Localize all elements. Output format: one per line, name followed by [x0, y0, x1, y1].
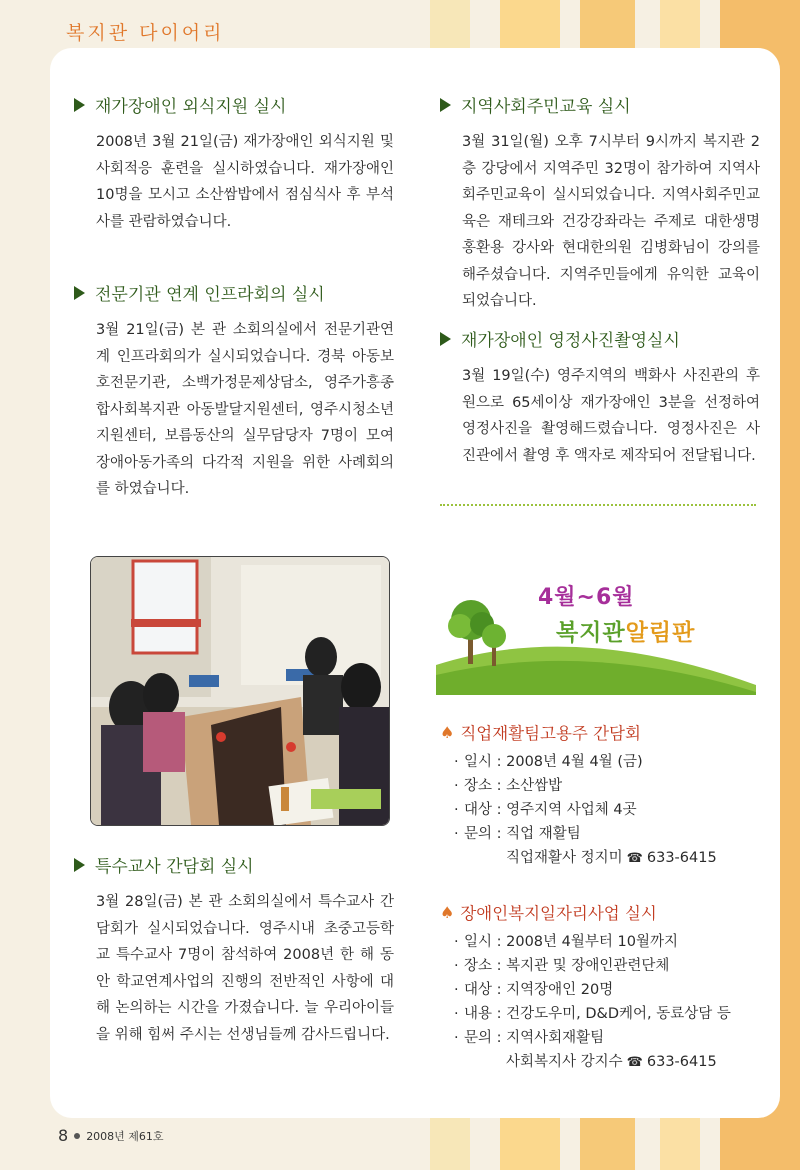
article-teacher-meeting: [74, 852, 394, 1048]
article-home-dining: [74, 92, 394, 235]
meeting-photo: [90, 556, 390, 826]
issue-label: 2008년 제61호: [86, 1129, 164, 1143]
list-item: · 대상 : 영주지역 사업체 4곳: [454, 802, 637, 818]
list-item: · 내용 : 건강도우미, D&D케어, 동료상담 등: [454, 1006, 731, 1022]
bulletin-banner: [436, 580, 756, 695]
list-item: · 장소 : 복지관 및 장애인관련단체: [454, 958, 670, 974]
page-number: 8: [58, 1126, 69, 1145]
article-heading: 지역사회주민교육 실시: [461, 97, 631, 117]
dotted-divider: [440, 504, 756, 506]
notice-job-program: [440, 900, 770, 1075]
article-body: 3월 28일(금) 본 관 소회의실에서 특수교사 간담회가 실시되었습니다. 영주시내 초중고등학교 특수교사 7명이 참석하여 2008년 한 해 동안 학교연계사업의 진행의 전반적인 사항에 대해 논의하는 시간을 가졌습니다. 늘 우리아이들을 위해 힘써 주시는 선생님들께 감사드립니다.: [96, 894, 394, 1043]
article-heading: 전문기관 연계 인프라회의 실시: [95, 285, 325, 305]
triangle-right-icon: [74, 286, 85, 300]
article-resident-education: [440, 92, 760, 315]
article-body: 3월 19일(수) 영주지역의 백화사 사진관의 후원으로 65세이상 재가장애인 3분을 선정하여 영정사진을 촬영해드렸습니다. 영정사진은 사진관에서 촬영 후 액자로 제작되어 전달됩니다.: [462, 368, 760, 464]
triangle-right-icon: [440, 98, 451, 112]
meeting-photo-illustration: [91, 557, 389, 825]
article-body: 2008년 3월 21일(금) 재가장애인 외식지원 및 사회적응 훈련을 실시하였습니다. 재가장애인 10명을 모시고 소산쌈밥에서 점심식사 후 부석사를 관람하였습니다.: [96, 134, 394, 230]
section-title: 복지관 다이어리: [66, 22, 225, 44]
notice-employer-meeting: [440, 720, 770, 871]
article-heading: 특수교사 간담회 실시: [95, 857, 254, 877]
notice-contact: 사회복지사 강지수 ☎ 633-6415: [506, 1054, 717, 1070]
bullet-icon: [74, 1133, 80, 1139]
list-item: · 문의 : 지역사회재활팀: [454, 1030, 605, 1046]
list-item: · 대상 : 지역장애인 20명: [454, 982, 614, 998]
notice-heading: 장애인복지일자리사업 실시: [460, 904, 657, 923]
list-item: · 장소 : 소산쌈밥: [454, 778, 563, 794]
list-item: · 일시 : 2008년 4월부터 10월까지: [454, 934, 678, 950]
article-body: 3월 21일(금) 본 관 소회의실에서 전문기관연계 인프라회의가 실시되었습니다. 경북 아동보호전문기관, 소백가정문제상담소, 영주가흥종합사회복지관 아동발달지원센터, 영주시청소년지원센터, 보름동산의 실무담당자 7명이 모여 장애아동가족의 다각적 지원을 위한 사례회의를 하였습니다.: [96, 322, 394, 497]
list-item: · 일시 : 2008년 4월 4월 (금): [454, 754, 643, 770]
notice-contact: 직업재활사 정지미 ☎ 633-6415: [506, 850, 717, 866]
page-footer: [58, 1126, 164, 1145]
article-heading: 재가장애인 영정사진촬영실시: [461, 331, 680, 351]
bulletin-period: 4월~6월: [538, 585, 635, 610]
article-heading: 재가장애인 외식지원 실시: [95, 97, 287, 117]
article-portrait-photo: [440, 326, 760, 469]
phone-icon: ☎: [626, 1055, 643, 1070]
bulletin-title: 복지관알림판: [556, 620, 696, 646]
triangle-right-icon: [440, 332, 451, 346]
spade-icon: ♠: [440, 902, 455, 922]
notice-list: [440, 750, 770, 846]
notice-list: [440, 930, 770, 1050]
article-infra-meeting: [74, 280, 394, 503]
phone-icon: ☎: [626, 851, 643, 866]
notice-heading: 직업재활팀고용주 간담회: [460, 724, 641, 743]
triangle-right-icon: [74, 858, 85, 872]
list-item: · 문의 : 직업 재활팀: [454, 826, 581, 842]
spade-icon: ♠: [440, 722, 455, 742]
article-body: 3월 31일(월) 오후 7시부터 9시까지 복지관 2층 강당에서 지역주민 32명이 참가하여 지역사회주민교육이 실시되었습니다. 지역사회주민교육은 재테크와 건강강좌라는 주제로 대한생명 홍환용 강사와 현대한의원 김병화님이 강의를 해주셨습니다. 지역주민들에게 유익한 교육이 되었습니다.: [462, 134, 760, 309]
triangle-right-icon: [74, 98, 85, 112]
